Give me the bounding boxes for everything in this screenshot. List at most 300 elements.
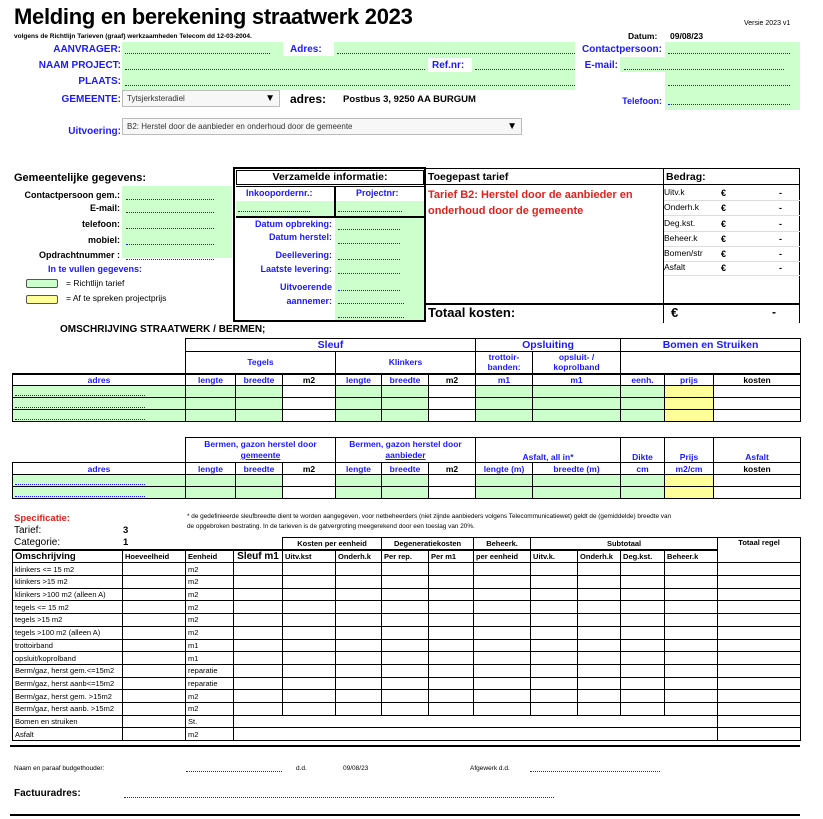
omschrijving-cell: Berm/gaz, herst gem. >15m2 [13,690,123,703]
legend-yellow-swatch [26,295,58,304]
column-header: Onderh.k [336,550,382,563]
eenheid-cell: m1 [186,652,234,665]
page-title: Melding en berekening straatwerk 2023 [14,4,413,29]
value-cell [665,614,718,627]
input-cell[interactable] [665,410,714,422]
value-cell [382,677,429,690]
uitvoerende-aannemer-input-2[interactable] [338,303,404,304]
uitvoerende-label: Uitvoerende [279,282,332,292]
value-cell [621,588,665,601]
divider [10,745,800,747]
value-cell [665,601,718,614]
totaal-regel-cell [718,702,801,715]
table-row [13,626,801,639]
telefoon-input[interactable] [668,104,790,105]
value-cell [283,652,336,665]
input-cell[interactable] [283,475,336,487]
contactpersoon-gem-label: Contactpersoon gem.: [24,190,120,200]
naam-project-input[interactable] [125,69,425,70]
laatste-levering-input[interactable] [338,273,400,274]
value-cell [382,588,429,601]
value-cell [621,563,665,576]
opdrachtnummer-input[interactable] [126,259,214,260]
beheerk-header: Beheerk. [474,538,531,551]
omschrijving-cell: trottoirband [13,639,123,652]
table-row [13,614,801,627]
value-cell [531,677,578,690]
adres-cell[interactable] [13,410,186,422]
value-cell [621,576,665,589]
value-cell [621,639,665,652]
deellevering-input[interactable] [338,259,400,260]
column-header: m2 [283,463,336,475]
column-header: Omschrijving [13,550,123,563]
email-input[interactable] [624,69,784,70]
value-cell [578,588,621,601]
input-cell[interactable] [429,475,476,487]
omschrijving-title: OMSCHRIJVING STRAATWERK / BERMEN; [60,324,266,335]
value-cell [531,626,578,639]
eenheid-cell: m2 [186,728,234,741]
input-cell[interactable] [382,487,429,499]
input-cell[interactable] [236,475,283,487]
table-row [13,702,801,715]
value-cell [234,588,283,601]
hoeveelheid-cell[interactable] [123,563,186,576]
datum-opbreking-label: Datum opbreking: [254,219,332,229]
input-cell[interactable] [236,487,283,499]
omschrijving-cell: Asfalt [13,728,123,741]
value-cell [283,588,336,601]
column-header: Onderh.k [578,550,621,563]
totaal-currency: € [671,305,679,320]
legend-green-label: = Richtlijn tarief [66,278,125,288]
column-header: m1 [476,374,533,386]
input-cell[interactable] [283,386,336,398]
hoeveelheid-cell[interactable] [123,715,186,728]
factuuradres-input[interactable] [124,797,554,798]
column-header: m2 [429,463,476,475]
input-cell[interactable] [186,475,236,487]
value-cell [336,563,382,576]
merged-cell [234,728,718,741]
table-row [13,410,801,422]
column-header: Hoeveelheid [123,550,186,563]
table-row [13,715,801,728]
value-cell [382,601,429,614]
column-header: per eenheid [474,550,531,563]
hoeveelheid-cell[interactable] [123,576,186,589]
hoeveelheid-cell[interactable] [123,614,186,627]
input-cell[interactable] [283,410,336,422]
eenheid-cell: m2 [186,601,234,614]
table-row [13,601,801,614]
value-cell [665,563,718,576]
aanvrager-label: AANVRAGER: [53,44,121,55]
column-header: lengte [186,463,236,475]
verzameld-fields-area [335,218,424,320]
value-cell [474,652,531,665]
adres-input[interactable] [15,388,145,396]
adres-input[interactable] [15,477,145,485]
column-header: m2 [429,374,476,386]
gem-mobiel-label: mobiel: [87,235,120,245]
table-row [13,664,801,677]
value-cell [578,614,621,627]
column-header: breedte [382,463,429,475]
adres-label: Adres: [290,44,322,55]
adres-cell[interactable] [13,398,186,410]
value-cell [429,639,474,652]
tarief-number: 3 [123,525,129,536]
gemeente-select[interactable] [122,90,280,107]
value-cell [474,576,531,589]
afgewerk-label: Afgewerk d.d. [470,765,510,772]
input-cell[interactable] [283,398,336,410]
totaal-regel-cell [718,664,801,677]
hoeveelheid-cell[interactable] [123,728,186,741]
totaal-regel-cell [718,563,801,576]
input-cell[interactable] [429,386,476,398]
value-cell [474,614,531,627]
table-row [13,487,801,499]
value-cell [382,664,429,677]
subtitle: volgens de Richtlijn Tarieven (graaf) werkzaamheden Telecom dd 12-03-2004. [14,33,252,40]
adres-input[interactable] [337,53,575,54]
value-cell [531,601,578,614]
categorie-label: Categorie: [14,537,61,548]
column-header: lengte (m) [476,463,533,475]
hoeveelheid-cell[interactable] [123,702,186,715]
value-cell [429,601,474,614]
hoeveelheid-cell[interactable] [123,639,186,652]
input-cell[interactable] [429,487,476,499]
value-cell [665,639,718,652]
date-value: 09/08/23 [670,31,704,41]
value-cell [283,576,336,589]
bedrag-item-value: - [779,203,782,213]
legend-green-swatch [26,279,58,288]
eenheid-cell: m2 [186,588,234,601]
projectnr-input[interactable] [338,211,402,212]
bermen-gemeente-label: Bermen, gazon herstel door [204,439,317,449]
uitvoering-select[interactable] [122,118,522,135]
input-cell[interactable] [429,410,476,422]
adres-cell[interactable] [13,475,186,487]
column-header: adres [13,374,186,386]
value-cell [336,626,382,639]
input-cell[interactable] [476,410,533,422]
column-header: Beheer.k [665,550,718,563]
totaal-regel-cell [718,614,801,627]
verzameld-title: Verzamelde informatie: [236,170,424,185]
value-cell [234,690,283,703]
table-row [13,576,801,589]
value-cell [578,652,621,665]
hoeveelheid-cell[interactable] [123,626,186,639]
gem-mobiel-input[interactable] [126,244,214,245]
input-cell[interactable] [382,398,429,410]
totaal-regel-cell [718,639,801,652]
value-cell [429,576,474,589]
omschrijving-cell: tegels >100 m2 (alleen A) [13,626,123,639]
value-cell [578,702,621,715]
order-fields-area [236,201,424,216]
table-row [13,728,801,741]
input-cell[interactable] [621,487,665,499]
input-cell[interactable] [533,475,621,487]
input-cell[interactable] [382,410,429,422]
gem-telefoon-input[interactable] [126,228,214,229]
input-cell[interactable] [236,386,283,398]
totaal-regel-cell [718,652,801,665]
input-cell[interactable] [186,398,236,410]
bedrag-item-label: Asfalt [664,262,686,272]
value-cell [531,664,578,677]
value-cell [336,652,382,665]
value-cell [665,652,718,665]
input-cell[interactable] [476,475,533,487]
input-cell[interactable] [382,386,429,398]
totaal-regel-cell [718,588,801,601]
eenheid-cell: m2 [186,702,234,715]
input-cell[interactable] [714,475,801,487]
gem-telefoon-label: telefoon: [82,219,120,229]
gemeente-section-title: Gemeentelijke gegevens: [14,172,147,184]
value-cell [429,614,474,627]
group-sleuf: Sleuf [186,339,476,352]
value-cell [336,690,382,703]
budgethouder-input[interactable] [186,771,282,772]
adres-input[interactable] [15,489,145,497]
eenheid-cell: m2 [186,563,234,576]
extra-contact-input[interactable] [668,85,790,86]
value-cell [621,702,665,715]
divider [664,275,800,276]
input-cell[interactable] [665,386,714,398]
euro-icon: € [721,188,727,198]
divider [664,200,800,201]
input-cell[interactable] [533,410,621,422]
divider [664,231,800,232]
input-cell[interactable] [665,475,714,487]
plaats-input[interactable] [125,85,575,86]
hoeveelheid-cell[interactable] [123,664,186,677]
table-row [13,690,801,703]
input-cell[interactable] [382,475,429,487]
value-cell [429,677,474,690]
hoeveelheid-cell[interactable] [123,677,186,690]
bedrag-item-value: - [779,219,782,229]
value-cell [283,664,336,677]
bedrag-item-label: Deg.kst. [664,218,696,228]
value-cell [283,690,336,703]
input-cell[interactable] [336,386,382,398]
totaal-kosten-label: Totaal kosten: [428,305,516,320]
input-cell[interactable] [665,487,714,499]
column-header: prijs [665,374,714,386]
value-cell [578,626,621,639]
adres-cell[interactable] [13,386,186,398]
value-cell [621,652,665,665]
omschrijving-cell: tegels <= 15 m2 [13,601,123,614]
value-cell [474,563,531,576]
column-header: lengte [186,374,236,386]
contactpersoon-input[interactable] [668,53,790,54]
value-cell [234,639,283,652]
input-cell[interactable] [714,410,801,422]
table-row [13,475,801,487]
value-cell [578,639,621,652]
column-header: Uitv.kst [283,550,336,563]
eenheid-cell: m2 [186,690,234,703]
value-cell [234,563,283,576]
column-header: m2/cm [665,463,714,475]
adres-cell[interactable] [13,487,186,499]
datum-herstel-input[interactable] [338,243,400,244]
totaal-regel-cell [718,728,801,741]
totaal-value: - [772,305,776,319]
value-cell [283,677,336,690]
input-cell[interactable] [621,410,665,422]
input-cell[interactable] [283,487,336,499]
input-cell[interactable] [336,475,382,487]
input-cell[interactable] [186,487,236,499]
sub-trottoirbanden: trottoir-banden: [476,352,533,374]
input-cell[interactable] [336,410,382,422]
value-cell [283,639,336,652]
value-cell [336,588,382,601]
input-cell[interactable] [186,386,236,398]
bedrag-item-value: - [779,188,782,198]
gemeente-label: GEMEENTE: [61,94,121,105]
hoeveelheid-cell[interactable] [123,690,186,703]
input-cell[interactable] [714,398,801,410]
input-cell[interactable] [429,398,476,410]
column-header: Per rep. [382,550,429,563]
value-cell [234,614,283,627]
gem-email-input[interactable] [126,212,214,213]
input-cell[interactable] [665,398,714,410]
value-cell [621,677,665,690]
value-cell [382,614,429,627]
column-header: Per m1 [429,550,474,563]
value-cell [336,576,382,589]
plaats-label: PLAATS: [78,76,121,87]
hoeveelheid-cell[interactable] [123,652,186,665]
input-cell[interactable] [336,487,382,499]
column-header: adres [13,463,186,475]
contactpersoon-gem-input[interactable] [126,199,214,200]
input-cell[interactable] [533,398,621,410]
value-cell [474,639,531,652]
euro-icon: € [721,219,727,229]
specificatie-title: Specificatie: [14,513,70,524]
laatste-levering-label: Laatste levering: [260,264,332,274]
input-cell[interactable] [236,398,283,410]
input-cell[interactable] [476,487,533,499]
input-cell[interactable] [186,410,236,422]
value-cell [474,664,531,677]
input-cell[interactable] [476,398,533,410]
column-header: lengte [336,374,382,386]
value-cell [382,626,429,639]
factuuradres-label: Factuuradres: [14,788,81,799]
tarief-value: Tarief B2: Herstel door de aanbieder en onderhoud door de gemeente [428,189,633,217]
input-cell[interactable] [533,487,621,499]
hoeveelheid-cell[interactable] [123,601,186,614]
contactpersoon-label: Contactpersoon: [582,44,662,55]
value-cell [382,652,429,665]
afgewerk-input[interactable] [530,771,660,772]
datum-opbreking-input[interactable] [338,229,400,230]
value-cell [429,588,474,601]
input-cell[interactable] [621,386,665,398]
input-cell[interactable] [621,398,665,410]
value-cell [474,626,531,639]
sleuf-table [12,338,801,422]
value-cell [429,690,474,703]
eenheid-cell: m2 [186,576,234,589]
input-cell[interactable] [236,410,283,422]
value-cell [474,677,531,690]
value-cell [336,702,382,715]
column-header: Deg.kst. [621,550,665,563]
legend-yellow-label: = Af te spreken projectprijs [66,293,167,303]
inkoopordernr-input[interactable] [238,211,310,212]
merged-cell [234,715,718,728]
fill-note: In te vullen gegevens: [48,264,143,274]
value-cell [665,626,718,639]
input-cell[interactable] [476,386,533,398]
aanvrager-input[interactable] [125,53,270,54]
value-cell [336,614,382,627]
toegepast-tarief-title: Toegepast tarief [428,171,509,183]
telefoon-label: Telefoon: [622,96,662,106]
value-cell [621,601,665,614]
hoeveelheid-cell[interactable] [123,588,186,601]
sub-opsluitband: opsluit- / koprolband [533,352,621,374]
input-cell[interactable] [621,475,665,487]
adres-input[interactable] [15,412,145,420]
value-cell [531,576,578,589]
value-cell [474,601,531,614]
uitvoerende-aannemer-input[interactable] [338,290,400,291]
value-cell [578,601,621,614]
input-cell[interactable] [533,386,621,398]
group-opsluiting: Opsluiting [476,339,621,352]
sub-klinkers: Klinkers [336,352,476,374]
input-cell[interactable] [714,487,801,499]
footnote-line-1: * de gedefinieerde sleufbreedte dient te worden aangegeven, voor netbeheerders (niet zijnde aanbieders volgens Telecommunicatiewet) geldt de (gemiddelde) breedte van [187,513,672,520]
bedrag-item-value: - [779,234,782,244]
input-cell[interactable] [714,386,801,398]
adres-input[interactable] [15,400,145,408]
table-row [13,639,801,652]
table-row [13,563,801,576]
input-cell[interactable] [336,398,382,410]
uitvoerende-aannemer-input-3[interactable] [338,317,404,318]
refnr-input[interactable] [475,69,575,70]
bermen-table [12,437,801,499]
bedrag-item-value: - [779,249,782,259]
chevron-down-icon: ▼ [507,121,517,132]
column-header: Sleuf m1 [234,550,283,563]
value-cell [234,626,283,639]
value-cell [621,614,665,627]
value-cell [531,690,578,703]
prijs-label: Prijs [665,438,714,463]
